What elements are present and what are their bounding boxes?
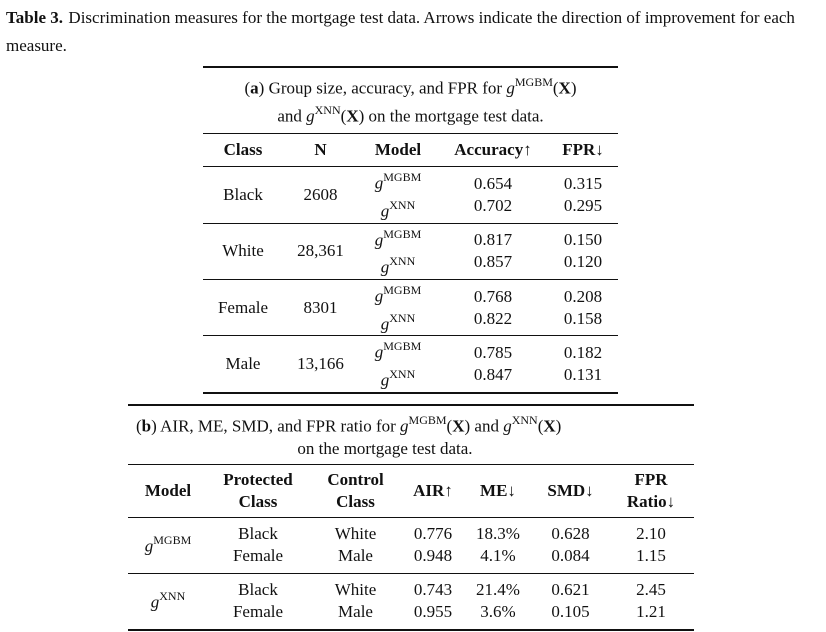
model-sup-mgbm: MGBM [408,413,447,427]
table-caption [6,4,820,60]
air-value: 0.743 [413,580,453,600]
table-label: Table 3. [6,8,64,27]
model-sup-mgbm: MGBM [383,339,422,354]
model-sup-xnn: XNN [389,310,416,325]
protected-value: Female [232,602,284,622]
header-fpr: FPR↓ [548,134,618,167]
accuracy-xnn: 0.822 [473,308,513,328]
cell-class: Female [203,279,283,335]
cell-accuracy [438,167,548,223]
header-protected-line1: Protected [223,469,293,489]
table-row [203,279,618,335]
cell-class: Male [203,336,283,393]
accuracy-xnn: 0.847 [473,364,513,384]
control-value: White [334,524,377,544]
cell-smd [533,573,608,630]
protected-value: Black [238,580,278,600]
cell-model: $g^{MGBM}$ $g^{XNN}$ [358,336,438,393]
table-b-header-row [128,464,694,517]
cell-fpr [548,167,618,223]
header-fpr-ratio [608,464,694,517]
control-value: Male [338,546,373,566]
cell-control [308,573,403,630]
model-sup-mgbm: MGBM [383,226,422,241]
model-sup-xnn: XNN [511,413,538,427]
accuracy-mgbm: 0.817 [473,230,513,250]
x-symbol: X [346,106,359,126]
air-value: 0.948 [413,546,453,566]
model-sup-mgbm: MGBM [383,170,422,185]
header-accuracy: Accuracy↑ [438,134,548,167]
cell-accuracy [438,279,548,335]
cell-fpr-ratio [608,573,694,630]
header-control-class [308,464,403,517]
cell-fpr [548,336,618,393]
model-sup-mgbm: MGBM [153,532,192,547]
cell-smd [533,517,608,573]
table-b-caption-line2: on the mortgage test data. [297,438,473,458]
cell-air [403,517,463,573]
accuracy-mgbm: 0.654 [473,173,513,193]
model-sup-xnn: XNN [389,366,416,381]
fpr-ratio-value: 1.21 [636,602,666,622]
header-protected-class [208,464,308,517]
header-smd: SMD↓ [533,464,608,517]
table-row [128,573,694,630]
table-row [128,517,694,573]
smd-value: 0.628 [551,524,590,544]
x-symbol: X [558,78,571,98]
control-value: Male [338,602,373,622]
header-air: AIR↑ [403,464,463,517]
fpr-mgbm: 0.208 [563,286,603,306]
cell-control [308,517,403,573]
table-caption-text: Discrimination measures for the mortgage test data. Arrows indicate the direction of improvement for each measure. [6,8,795,55]
accuracy-mgbm: 0.785 [473,342,513,362]
table-row [203,223,618,279]
cell-protected [208,517,308,573]
header-model: Model [358,134,438,167]
table-a-caption-row [203,67,618,134]
table-row [203,336,618,393]
control-value: White [334,580,377,600]
header-fpr-line2: Ratio↓ [626,491,676,511]
table-b-caption-and: and [474,416,499,436]
model-sup-xnn: XNN [159,588,186,603]
cell-model: $g^{XNN}$ [128,573,208,630]
table-a-label: a [250,78,259,98]
table-b-caption-row [128,405,694,464]
smd-value: 0.105 [551,602,590,622]
fpr-ratio-value: 2.10 [636,524,666,544]
fpr-xnn: 0.131 [563,364,603,384]
header-model: Model [128,464,208,517]
x-symbol: X [543,416,556,436]
cell-class: Black [203,167,283,223]
fpr-mgbm: 0.150 [563,230,603,250]
fpr-xnn: 0.158 [563,308,603,328]
cell-model: $g^{MGBM}$ $g^{XNN}$ [358,167,438,223]
air-value: 0.776 [413,524,453,544]
table-a-caption: (a) Group size, accuracy, and FPR for $g^{MGBM}(X)$ and $g^{XNN}(X)$ on the mortgage test data. [203,67,618,134]
header-protected-line2: Class [238,491,278,511]
table-a [203,66,618,394]
fpr-xnn: 0.120 [563,252,603,272]
cell-class: White [203,223,283,279]
model-sup-xnn: XNN [389,197,416,212]
table-a-caption-line2: on the mortgage test data. [368,106,544,126]
cell-me [463,517,533,573]
header-control-line1: Control [327,469,384,489]
cell-me [463,573,533,630]
cell-accuracy [438,336,548,393]
me-value: 21.4% [476,580,520,600]
table-a-caption-and: and [277,106,302,126]
cell-fpr-ratio [608,517,694,573]
model-sup-xnn: XNN [389,254,416,269]
cell-n: 8301 [283,279,358,335]
model-sup-xnn: XNN [314,102,341,117]
smd-value: 0.084 [551,546,590,566]
table-b-caption: (b) AIR, ME, SMD, and FPR ratio for $g^{MGBM}(X)$ and $g^{XNN}(X)$ on the mortgage test data. [128,405,694,464]
fpr-xnn: 0.295 [563,195,603,215]
table-row [203,167,618,223]
cell-protected [208,573,308,630]
cell-model: $g^{MGBM}$ $g^{XNN}$ [358,223,438,279]
header-me: ME↓ [463,464,533,517]
cell-fpr [548,223,618,279]
cell-model: $g^{MGBM}$ $g^{XNN}$ [358,279,438,335]
model-sup-mgbm: MGBM [514,75,553,89]
me-value: 4.1% [480,546,516,566]
table-b [128,404,694,631]
table-a-caption-line1: Group size, accuracy, and FPR for [268,78,503,98]
model-sup-mgbm: MGBM [383,282,422,297]
smd-value: 0.621 [551,580,590,600]
table-a-header-row [203,134,618,167]
cell-n: 28,361 [283,223,358,279]
x-symbol: X [452,416,465,436]
table-b-caption-line1: AIR, ME, SMD, and FPR ratio for [160,416,396,436]
me-value: 18.3% [476,524,520,544]
me-value: 3.6% [480,602,516,622]
cell-air [403,573,463,630]
header-class: Class [203,134,283,167]
accuracy-xnn: 0.857 [473,252,513,272]
header-n: N [283,134,358,167]
protected-value: Black [238,524,278,544]
fpr-mgbm: 0.315 [563,173,603,193]
cell-accuracy [438,223,548,279]
cell-n: 2608 [283,167,358,223]
accuracy-xnn: 0.702 [473,195,513,215]
accuracy-mgbm: 0.768 [473,286,513,306]
air-value: 0.955 [413,602,453,622]
fpr-ratio-value: 2.45 [636,580,666,600]
table-b-label: b [141,416,152,436]
cell-model: $g^{MGBM}$ [128,517,208,573]
fpr-mgbm: 0.182 [563,342,603,362]
cell-n: 13,166 [283,336,358,393]
header-fpr-line1: FPR [634,469,668,489]
protected-value: Female [232,546,284,566]
header-control-line2: Class [336,491,375,511]
cell-fpr [548,279,618,335]
fpr-ratio-value: 1.15 [636,546,666,566]
